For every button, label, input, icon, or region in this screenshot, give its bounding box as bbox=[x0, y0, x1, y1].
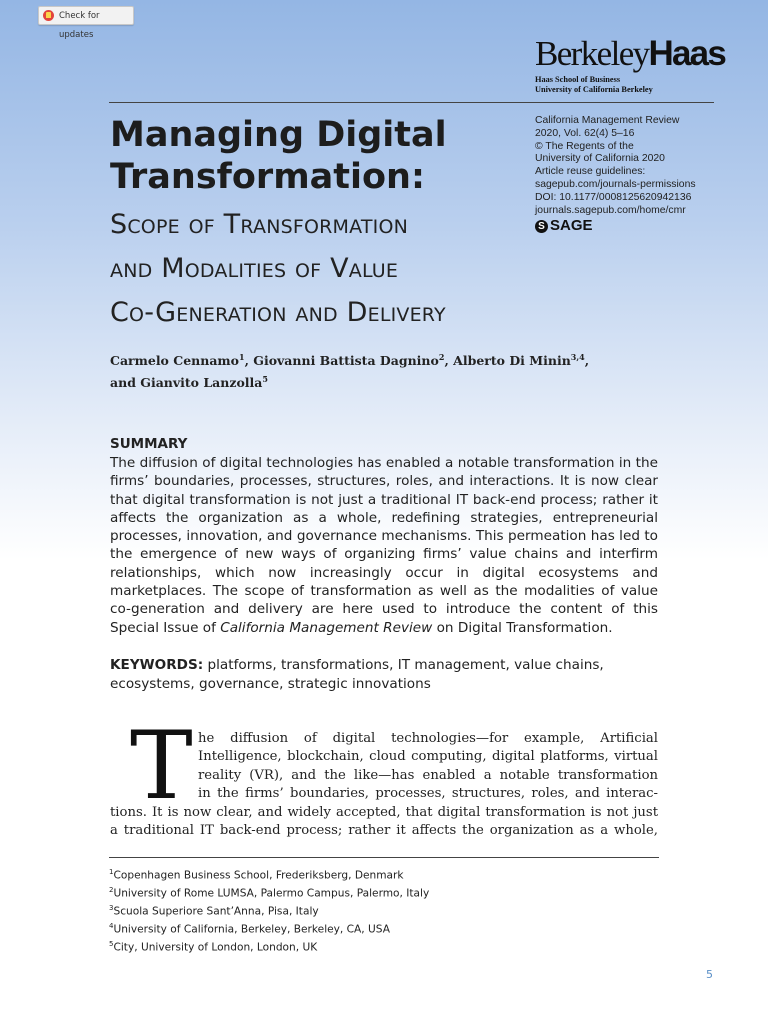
footnote-1-mark: 1 bbox=[109, 868, 114, 876]
journal-metadata bbox=[535, 115, 696, 233]
logo-word-berkeley: Berkeley bbox=[535, 34, 649, 73]
header-rule bbox=[109, 102, 714, 103]
author-4: and Gianvito Lanzolla bbox=[110, 375, 263, 391]
meta-journal: California Management Review bbox=[535, 115, 680, 126]
author-3-affil: 3,4 bbox=[570, 352, 585, 362]
author-list bbox=[110, 348, 589, 392]
footnote-4-text: University of California, Berkeley, Berkeley, CA, USA bbox=[113, 923, 390, 936]
footnote-3-text: Scuola Superiore Sant’Anna, Pisa, Italy bbox=[113, 905, 319, 918]
keywords bbox=[110, 656, 658, 694]
footnotes bbox=[109, 865, 429, 955]
meta-volume: 2020, Vol. 62(4) 5–16 bbox=[535, 127, 635, 139]
author-4-affil: 5 bbox=[262, 374, 268, 385]
drop-cap: T bbox=[130, 712, 193, 821]
meta-reuse-label: Article reuse guidelines: bbox=[535, 166, 646, 178]
body-line-4: in the firms’ boundaries, processes, structures, roles, and interac- bbox=[198, 786, 658, 801]
footnote-2-text: University of Rome LUMSA, Palermo Campus, Palermo, Italy bbox=[113, 887, 430, 900]
footnote-4-mark: 4 bbox=[109, 922, 114, 931]
subtitle-line-1: Scope of Transformation bbox=[110, 209, 409, 240]
author-separator: , bbox=[584, 353, 590, 369]
sage-s-icon: S bbox=[535, 220, 548, 233]
footnote-5 bbox=[109, 937, 429, 955]
keywords-label: KEYWORDS: bbox=[110, 657, 204, 673]
logo-wordmark bbox=[535, 36, 725, 72]
footnote-rule bbox=[109, 857, 659, 858]
footnote-1-text: Copenhagen Business School, Frederiksberg, Denmark bbox=[113, 869, 404, 882]
author-1-affil: 1 bbox=[239, 352, 245, 362]
summary-text: The diffusion of digital technologies has enabled a notable transformation in the firms’ boundaries, processes, structures, roles, and interactions. It is now clear that digital transformation is not just a traditional IT back-end process; rather it affects the organization as a whole, redefining strategies, entrepreneurial processes, innovation, and governance mechanisms. This permeation has led to the emergence of new ways of organizing firms’ value chains and interfirm relationships, which now increasingly occur in digital ecosystems and marketplaces. The scope of transformation as well as the modalities of value co-generation and delivery are here used to introduce the content of this Special Issue of bbox=[110, 455, 658, 636]
article-title bbox=[110, 114, 447, 198]
footnote-5-mark: 5 bbox=[109, 940, 114, 949]
meta-journal-link[interactable]: journals.sagepub.com/home/cmr bbox=[535, 204, 686, 216]
author-2-affil: 2 bbox=[438, 352, 445, 362]
title-line-1: Managing Digital bbox=[110, 115, 447, 155]
meta-copyright-2: University of California 2020 bbox=[535, 153, 665, 165]
author-1: Carmelo Cennamo bbox=[110, 353, 239, 369]
check-for-updates-label: Check for updates bbox=[59, 11, 100, 40]
body-line-1: he diffusion of digital technologies—for example, Artificial bbox=[198, 731, 658, 746]
authors-line-2 bbox=[110, 370, 589, 392]
summary-paragraph bbox=[110, 454, 658, 637]
meta-doi[interactable]: DOI: 10.1177/0008125620942136 bbox=[535, 191, 692, 203]
body-line-6: a traditional IT back-end process; rather it affects the organization as a whole, bbox=[110, 823, 658, 838]
author-2: , Giovanni Battista Dagnino bbox=[244, 353, 439, 369]
sage-logo bbox=[535, 217, 696, 235]
authors-line-1 bbox=[110, 348, 589, 370]
footnote-2 bbox=[109, 883, 429, 901]
publisher-name: SAGE bbox=[550, 217, 593, 235]
subtitle-line-3: Co-Generation and Delivery bbox=[110, 297, 446, 328]
logo-word-haas: Haas bbox=[648, 34, 726, 73]
logo-line-2: University of California Berkeley bbox=[535, 85, 653, 94]
summary-heading: SUMMARY bbox=[110, 436, 188, 452]
meta-copyright-1: © The Regents of the bbox=[535, 140, 634, 152]
title-line-2: Transformation: bbox=[110, 157, 425, 197]
footnote-3-mark: 3 bbox=[109, 904, 114, 913]
crossmark-icon bbox=[43, 10, 54, 21]
article-subtitle bbox=[110, 203, 446, 335]
summary-journal-title: California Management Review bbox=[220, 619, 433, 636]
meta-permissions-link[interactable]: sagepub.com/journals-permissions bbox=[535, 178, 696, 190]
body-line-2: Intelligence, blockchain, cloud computing, digital platforms, virtual bbox=[198, 749, 658, 764]
summary-text-end: on Digital Transformation. bbox=[432, 619, 613, 636]
body-line-5: tions. It is now clear, and widely accepted, that digital transformation is not just bbox=[110, 805, 658, 820]
subtitle-line-2: and Modalities of Value bbox=[110, 253, 399, 284]
check-for-updates-button[interactable] bbox=[38, 6, 134, 40]
footnote-5-text: City, University of London, London, UK bbox=[113, 941, 318, 954]
berkeley-haas-logo bbox=[535, 36, 725, 95]
logo-line-1: Haas School of Business bbox=[535, 75, 621, 84]
author-3: , Alberto Di Minin bbox=[444, 353, 571, 369]
keywords-text: platforms, transformations, IT management, value chains, ecosystems, governance, strategic innovations bbox=[110, 657, 604, 692]
footnote-1 bbox=[109, 865, 429, 883]
footnote-3 bbox=[109, 901, 429, 919]
body-line-3: reality (VR), and the like—has enabled a notable transformation bbox=[198, 768, 658, 783]
footnote-2-mark: 2 bbox=[109, 886, 114, 895]
footnote-4 bbox=[109, 919, 429, 937]
page-number: 5 bbox=[706, 968, 713, 981]
